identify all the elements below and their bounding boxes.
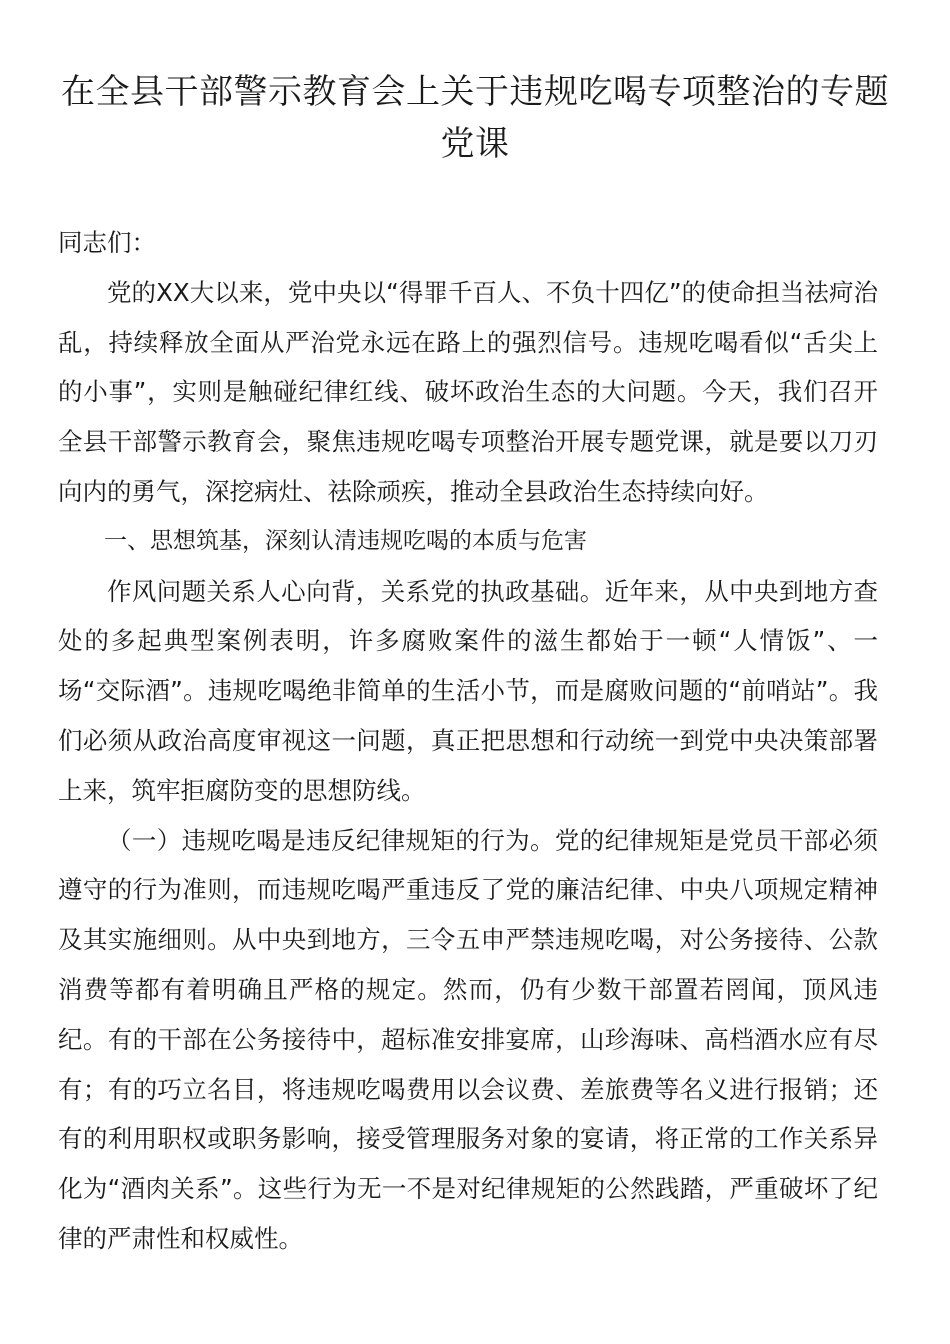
paragraph-section-1: 作风问题关系人心向背，关系党的执政基础。近年来，从中央到地方查处的多起典型案例表明，许多腐败案件的滋生都始于一顿“人情饭”、一场“交际酒”。违规吃喝绝非简单的生活小节，而是腐败问题的“前哨站”。我们必须从政治高度审视这一问题，真正把思想和行动统一到党中央决策部署上来，筑牢拒腐防变的思想防线。 [58, 576, 878, 805]
document-body [58, 218, 878, 1264]
section-heading-1: 一、思想筑基，深刻认清违规吃喝的本质与危害 [104, 527, 587, 554]
paragraph-subsection-1: （一）违规吃喝是违反纪律规矩的行为。党的纪律规矩是党员干部必须遵守的行为准则，而违规吃喝严重违反了党的廉洁纪律、中央八项规定精神及其实施细则。从中央到地方，三令五申严禁违规吃喝，对公务接待、公款消费等都有着明确且严格的规定。然而，仍有少数干部置若罔闻，顶风违纪。有的干部在公务接待中，超标准安排宴席，山珍海味、高档酒水应有尽有；有的巧立名目，将违规吃喝费用以会议费、差旅费等名义进行报销；还有的利用职权或职务影响，接受管理服务对象的宴请，将正常的工作关系异化为“酒肉关系”。这些行为无一不是对纪律规矩的公然践踏，严重破坏了纪律的严肃性和权威性。 [58, 825, 878, 1253]
document-title: 在全县干部警示教育会上关于违规吃喝专项整治的专题党课 [61, 72, 889, 164]
salutation: 同志们： [58, 228, 156, 257]
paragraph-intro: 党的XX大以来，党中央以“得罪千百人、不负十四亿”的使命担当祛疴治乱，持续释放全面从严治党永远在路上的强烈信号。违规吃喝看似“舌尖上的小事”，实则是触碰纪律红线、破坏政治生态的大问题。今天，我们召开全县干部警示教育会，聚焦违规吃喝专项整治开展专题党课，就是要以刀刃向内的勇气，深挖病灶、祛除顽疾，推动全县政治生态持续向好。 [58, 277, 878, 506]
